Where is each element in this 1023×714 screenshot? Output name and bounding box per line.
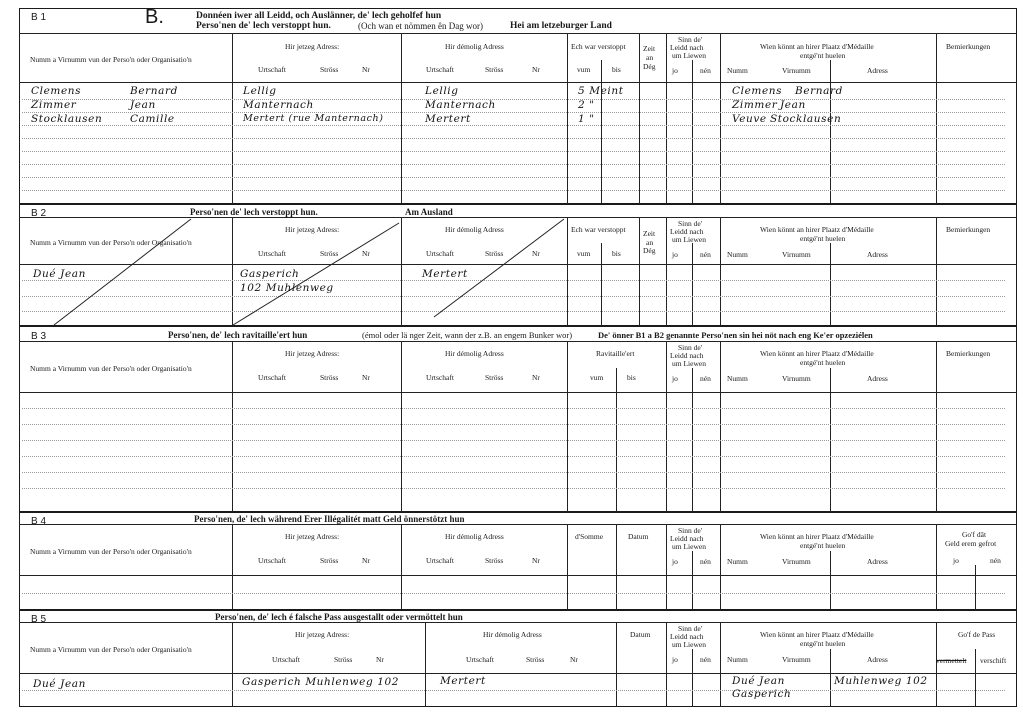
b2-former-street: Ströss [485,249,504,258]
b1-former-nr: Nr [532,65,540,74]
b1-ritual3: um Liewen [672,51,706,60]
b5-row-former: Mertert [440,675,486,687]
b5-ritual3: um Liewen [672,640,706,649]
b1-row-mname: Clemens [732,85,783,97]
b3-col-name: Numm a Virnumm vun der Perso'n oder Organisatio'n [30,364,192,373]
b1-col-hidden: Ech war verstoppt [571,42,626,51]
b5-ritual: Sinn de' [678,624,703,633]
b1-from: vum [577,65,591,74]
b2-row-name: Dué Jean [33,268,86,280]
b4-col-datum: Datum [628,532,649,541]
b5-no: nén [700,655,711,664]
b2-an: an [646,238,654,247]
title-line2-paren: (Och wan et nömmen ên Dag wor) [358,21,483,31]
b1-medal2: entgé'nt huelen [800,51,846,60]
b4-nr: Nr [362,556,370,565]
b5-mname: Numm [727,655,748,664]
b1-row-mname: Veuve [732,113,767,125]
b4-street: Ströss [320,556,339,565]
b1-deg: Dég [643,62,656,71]
section-b2-code: B 2 [31,208,47,219]
section-b4-code: B 4 [31,516,47,527]
b1-row-name: Zimmer [31,99,77,111]
b4-yes: jo [672,557,678,566]
b3-col-ravit: Ravitaille'ert [596,349,635,358]
b2-deg: Dég [643,246,656,255]
b1-mname: Numm [727,66,748,75]
b5-col-current: Hir jetzeg Adress: [295,630,350,639]
b5-former-ortschaft: Urtschaft [466,655,494,664]
b1-ortschaft: Urtschaft [258,65,286,74]
b3-no: nén [700,374,711,383]
b5-street: Ströss [334,655,353,664]
b1-former-ortschaft: Urtschaft [426,65,454,74]
b2-street: Ströss [320,249,339,258]
b4-col-name: Numm a Virnumm vun der Perso'n oder Organisatio'n [30,547,192,556]
b5-col-former: Hir démolig Adress [483,630,542,639]
b2-from: vum [577,249,591,258]
b1-row-name: Stocklausen [31,113,103,125]
b5-maddr: Adress [867,655,888,664]
b5-col-pass: Go'f de Pass [958,630,996,639]
b2-ritual2: Leidd nach [670,227,704,236]
b2-place: Am Ausland [405,207,453,217]
b1-nr: Nr [362,65,370,74]
b1-to: bis [612,65,621,74]
b4-ritual2: Leidd nach [670,534,704,543]
b1-row-first: Jean [130,99,156,111]
b3-mfirst: Virnumm [782,374,811,383]
b2-maddr: Adress [867,250,888,259]
b1-row-current: Lellig [243,85,277,97]
b3-maddr: Adress [867,374,888,383]
b3-paren: (émol oder lä nger Zeit, wann der z.B. an engem Bunker wor) [362,330,573,340]
b1-row-mfirst: Stocklausen [770,113,842,125]
b1-ritual: Sinn de' [678,35,703,44]
title-line2: Perso'nen de' lech verstoppt hun. [196,21,331,31]
b3-former-nr: Nr [532,373,540,382]
b2-title: Perso'nen de' lech verstoppt hun. [190,207,318,217]
b1-street: Ströss [320,65,339,74]
b3-ortschaft: Urtschaft [258,373,286,382]
b2-row-former: Mertert [422,268,468,280]
b4-ritual: Sinn de' [678,526,703,535]
title-line1: Donnéen iwer all Leidd, och Auslänner, de' lech geholfef hun [196,11,442,21]
b4-former-nr: Nr [532,556,540,565]
b1-col-current: Hir jetzeg Adress: [285,42,340,51]
b4-former-street: Ströss [485,556,504,565]
b4-ortschaft: Urtschaft [258,556,286,565]
b5-col-datum: Datum [630,630,651,639]
b2-nr: Nr [362,249,370,258]
b5-medal2: entgé'nt huelen [800,639,846,648]
b1-col-medal: Wien könnt an hirer Plaatz d'Médaille [760,42,874,51]
b1-row-mname: Zimmer [732,99,778,111]
b3-from: vum [590,373,604,382]
b1-ritual2: Leidd nach [670,43,704,52]
b4-col-current: Hir jetzeg Adress: [285,532,340,541]
b2-mname: Numm [727,250,748,259]
b4-ja: jo [953,556,959,565]
b1-col-name: Numm a Virnumm vun der Perso'n oder Organisatio'n [30,55,192,64]
b2-ritual: Sinn de' [678,219,703,228]
b2-col-current: Hir jetzeg Adress: [285,225,340,234]
section-b1-code: B 1 [31,12,47,23]
b3-mname: Numm [727,374,748,383]
b5-mfirst: Virnumm [782,655,811,664]
b5-pass-a: vermettelt [936,656,967,665]
b3-col-former: Hir démolig Adress [445,349,504,358]
b1-row-period: 5 Meint [578,85,624,97]
b1-row-former: Mertert [425,113,471,125]
b4-ritual3: um Liewen [672,542,706,551]
b3-col-current: Hir jetzeg Adress: [285,349,340,358]
section-b1 [19,8,1017,204]
b3-title: Perso'nen, de' lech ravitaille'ert hun [168,330,308,340]
b2-col-remarks: Bemierkungen [946,225,991,234]
b1-col-former: Hir démolig Adress [445,42,504,51]
b5-col-name: Numm a Virnumm vun der Perso'n oder Organisatio'n [30,645,192,654]
b3-yes: jo [672,374,678,383]
b3-col-medal: Wien könnt an hirer Plaatz d'Médaille [760,349,874,358]
b1-row-current: Manternach [243,99,314,111]
b4-col-gelddat: Go'f dât [962,530,987,539]
b1-yes: jo [672,66,678,75]
b5-yes: jo [672,655,678,664]
b3-nr: Nr [362,373,370,382]
b1-row-period: 2 " [578,99,595,111]
b3-street: Ströss [320,373,339,382]
b1-row-name: Clemens [31,85,82,97]
section-b3-code: B 3 [31,331,47,342]
b4-col-somme: d'Somme [575,532,604,541]
b2-col-former: Hir démolig Adress [445,225,504,234]
b1-former-street: Ströss [485,65,504,74]
b2-time: Zeit [643,229,656,238]
b2-ritual3: um Liewen [672,235,706,244]
b2-col-medal: Wien könnt an hirer Plaatz d'Médaille [760,225,874,234]
b2-mfirst: Virnumm [782,250,811,259]
b2-former-ortschaft: Urtschaft [426,249,454,258]
b1-row-first: Bernard [130,85,178,97]
b3-former-ortschaft: Urtschaft [426,373,454,382]
b1-row-former: Manternach [425,99,496,111]
b5-former-nr: Nr [570,655,578,664]
b2-col-hidden: Ech war verstoppt [571,225,626,234]
b4-no: nén [700,557,711,566]
b1-mfirst: Virnumm [782,66,811,75]
b4-title: Perso'nen, de' lech während Erer Illégalitét matt Geld önnerstötzt hun [194,514,465,524]
b4-medal2: entgé'nt huelen [800,541,846,550]
b2-no: nén [700,250,711,259]
b5-pass-b: verschift [980,656,1007,665]
b2-ortschaft: Urtschaft [258,249,286,258]
b1-row-current: Mertert (rue Manternach) [243,113,384,124]
b4-maddr: Adress [867,557,888,566]
b5-title: Perso'nen, de' lech é falsche Pass ausgestallt oder vermöttelt hun [215,612,463,622]
section-b5-code: B 5 [31,614,47,625]
b5-col-medal: Wien könnt an hirer Plaatz d'Médaille [760,630,874,639]
b3-to: bis [627,373,636,382]
b1-col-remarks: Bemierkungen [946,42,991,51]
b2-col-name: Numm a Virnumm vun der Perso'n oder Organisatio'n [30,238,192,247]
b3-note: De' önner B1 a B2 genannte Perso'nen sin hei nöt nach eng Ke'er opzeziélen [598,330,873,340]
b1-an: an [646,53,654,62]
b2-to: bis [612,249,621,258]
b1-time: Zeit [643,44,656,53]
b2-medal2: entgé'nt huelen [800,234,846,243]
b5-m-city: Gasperich [732,688,792,700]
b2-yes: jo [672,250,678,259]
b3-medal2: entgé'nt huelen [800,358,846,367]
b4-former-ortschaft: Urtschaft [426,556,454,565]
b3-ritual2: Leidd nach [670,351,704,360]
b5-row-current: Gasperich Muhlenweg 102 [242,676,400,688]
b5-m-name: Dué Jean [732,675,785,687]
b3-ritual3: um Liewen [672,359,706,368]
b1-no: nén [700,66,711,75]
b2-row-current2: 102 Muhlenweg [240,282,334,294]
b3-former-street: Ströss [485,373,504,382]
b5-m-addr: Muhlenweg 102 [834,675,928,687]
b5-ritual2: Leidd nach [670,632,704,641]
b2-row-current: Gasperich [240,268,300,280]
b4-col-former: Hir démolig Adress [445,532,504,541]
b1-row-mfirst: Bernard [795,85,843,97]
b5-row-name: Dué Jean [33,678,86,690]
b1-row-period: 1 " [578,113,595,125]
b2-former-nr: Nr [532,249,540,258]
b5-nr: Nr [376,655,384,664]
section-letter: B. [145,6,164,28]
b5-ortschaft: Urtschaft [272,655,300,664]
b5-former-street: Ströss [526,655,545,664]
b4-mname: Numm [727,557,748,566]
b1-row-first: Camille [130,113,175,125]
b4-nen: nén [990,556,1001,565]
title-line2-place: Hei am letzeburger Land [510,21,612,31]
b3-col-remarks: Bemierkungen [946,349,991,358]
b4-mfirst: Virnumm [782,557,811,566]
b1-row-mfirst: Jean [780,99,806,111]
b1-row-former: Lellig [425,85,459,97]
b4-col-gelddat2: Geld erem gefrot [945,539,997,548]
b1-maddr: Adress [867,66,888,75]
b3-ritual: Sinn de' [678,343,703,352]
b4-col-medal: Wien könnt an hirer Plaatz d'Médaille [760,532,874,541]
